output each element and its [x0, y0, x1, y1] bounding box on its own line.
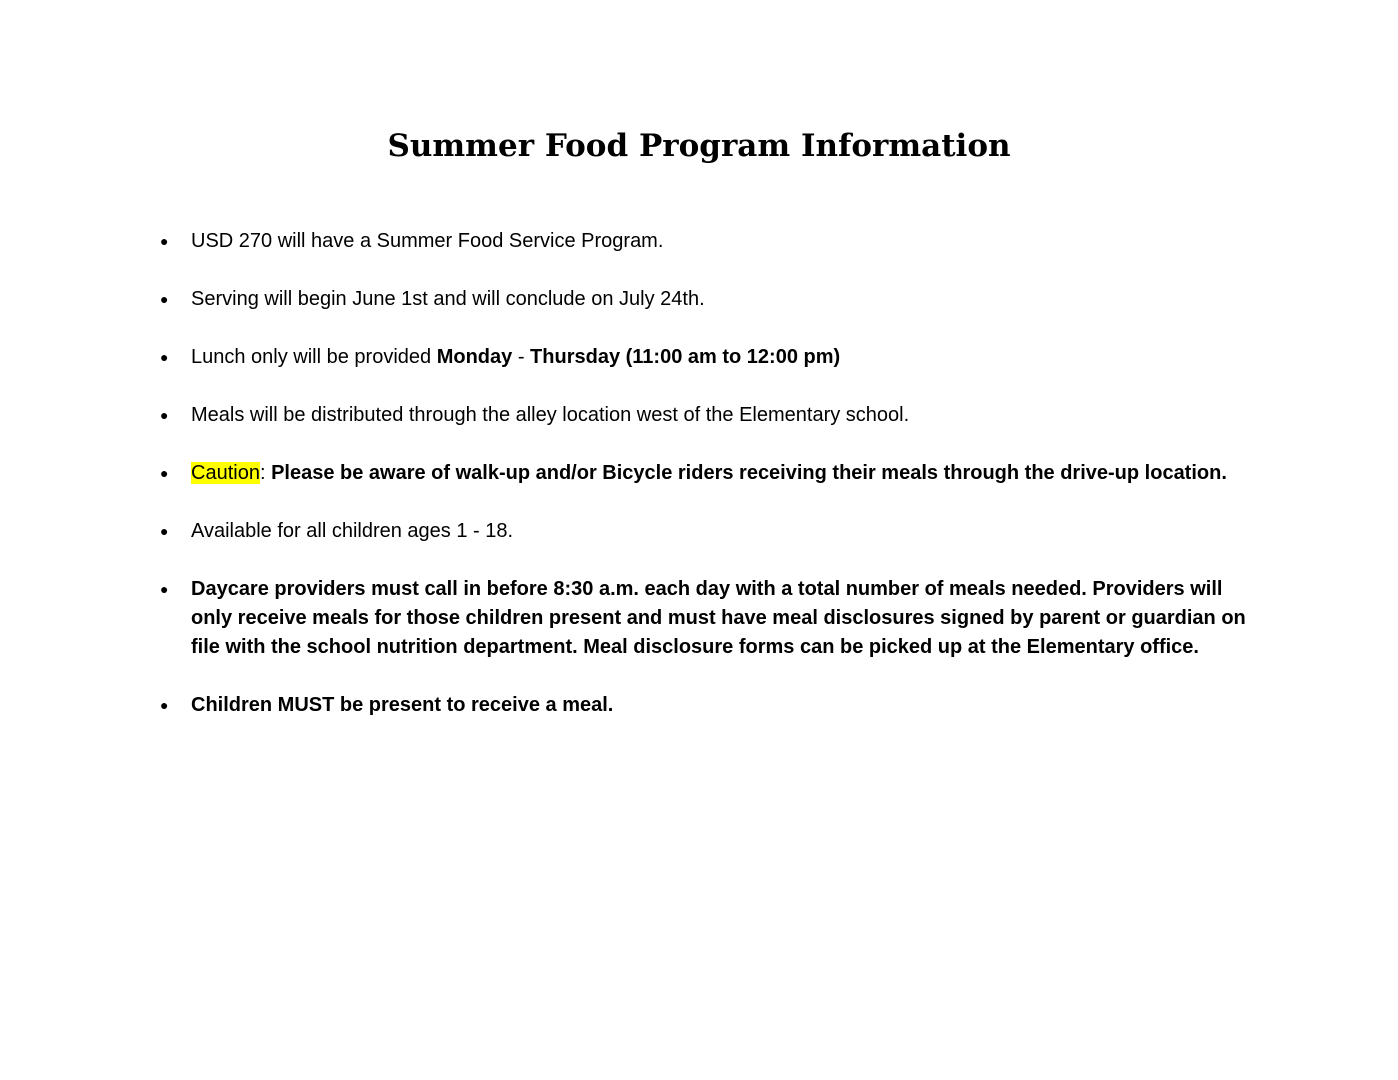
item-text: Lunch only will be provided [191, 346, 437, 368]
caution-text: Please be aware of walk-up and/or Bicycle riders receiving their meals through the drive-up location. [271, 462, 1227, 484]
item-text: Serving will begin June 1st and will conclude on July 24th. [191, 288, 705, 310]
list-item [160, 691, 1260, 720]
bullet-icon: ● [160, 465, 169, 481]
list-item [160, 401, 1260, 430]
list-item [160, 517, 1260, 546]
bullet-icon: ● [160, 407, 169, 423]
children-present-text: Children MUST be present to receive a meal. [191, 694, 614, 716]
list-item [160, 459, 1260, 488]
item-text: Available for all children ages 1 - 18. [191, 520, 514, 542]
list-item [160, 285, 1260, 314]
bullet-icon: ● [160, 233, 169, 249]
list-item [160, 575, 1260, 662]
list-item [160, 227, 1260, 256]
item-text: USD 270 will have a Summer Food Service Program. [191, 230, 664, 252]
item-bold-day-start: Monday [436, 346, 513, 368]
item-bold-day-end: Thursday (11:00 am to 12:00 pm) [530, 346, 841, 368]
caution-highlight: Caution [191, 462, 260, 484]
document-title: Summer Food Program Information [387, 128, 1011, 164]
daycare-text: Daycare providers must call in before 8:30 a.m. each day with a total number of meals needed. Providers will only receive meals for those children present and must have meal disclosures signed by parent or guardian on file with the school nutrition department. Meal disclosure forms can be picked up at the Elementary office. [191, 578, 1246, 658]
bullet-icon: ● [160, 697, 169, 713]
bullet-icon: ● [160, 349, 169, 365]
item-separator: - [512, 346, 531, 368]
list-item [160, 343, 1260, 372]
item-text: Meals will be distributed through the alley location west of the Elementary school. [191, 404, 910, 426]
caution-colon: : [259, 462, 272, 484]
bullet-icon: ● [160, 581, 169, 597]
bullet-icon: ● [160, 291, 169, 307]
info-list [160, 227, 1260, 749]
bullet-icon: ● [160, 523, 169, 539]
